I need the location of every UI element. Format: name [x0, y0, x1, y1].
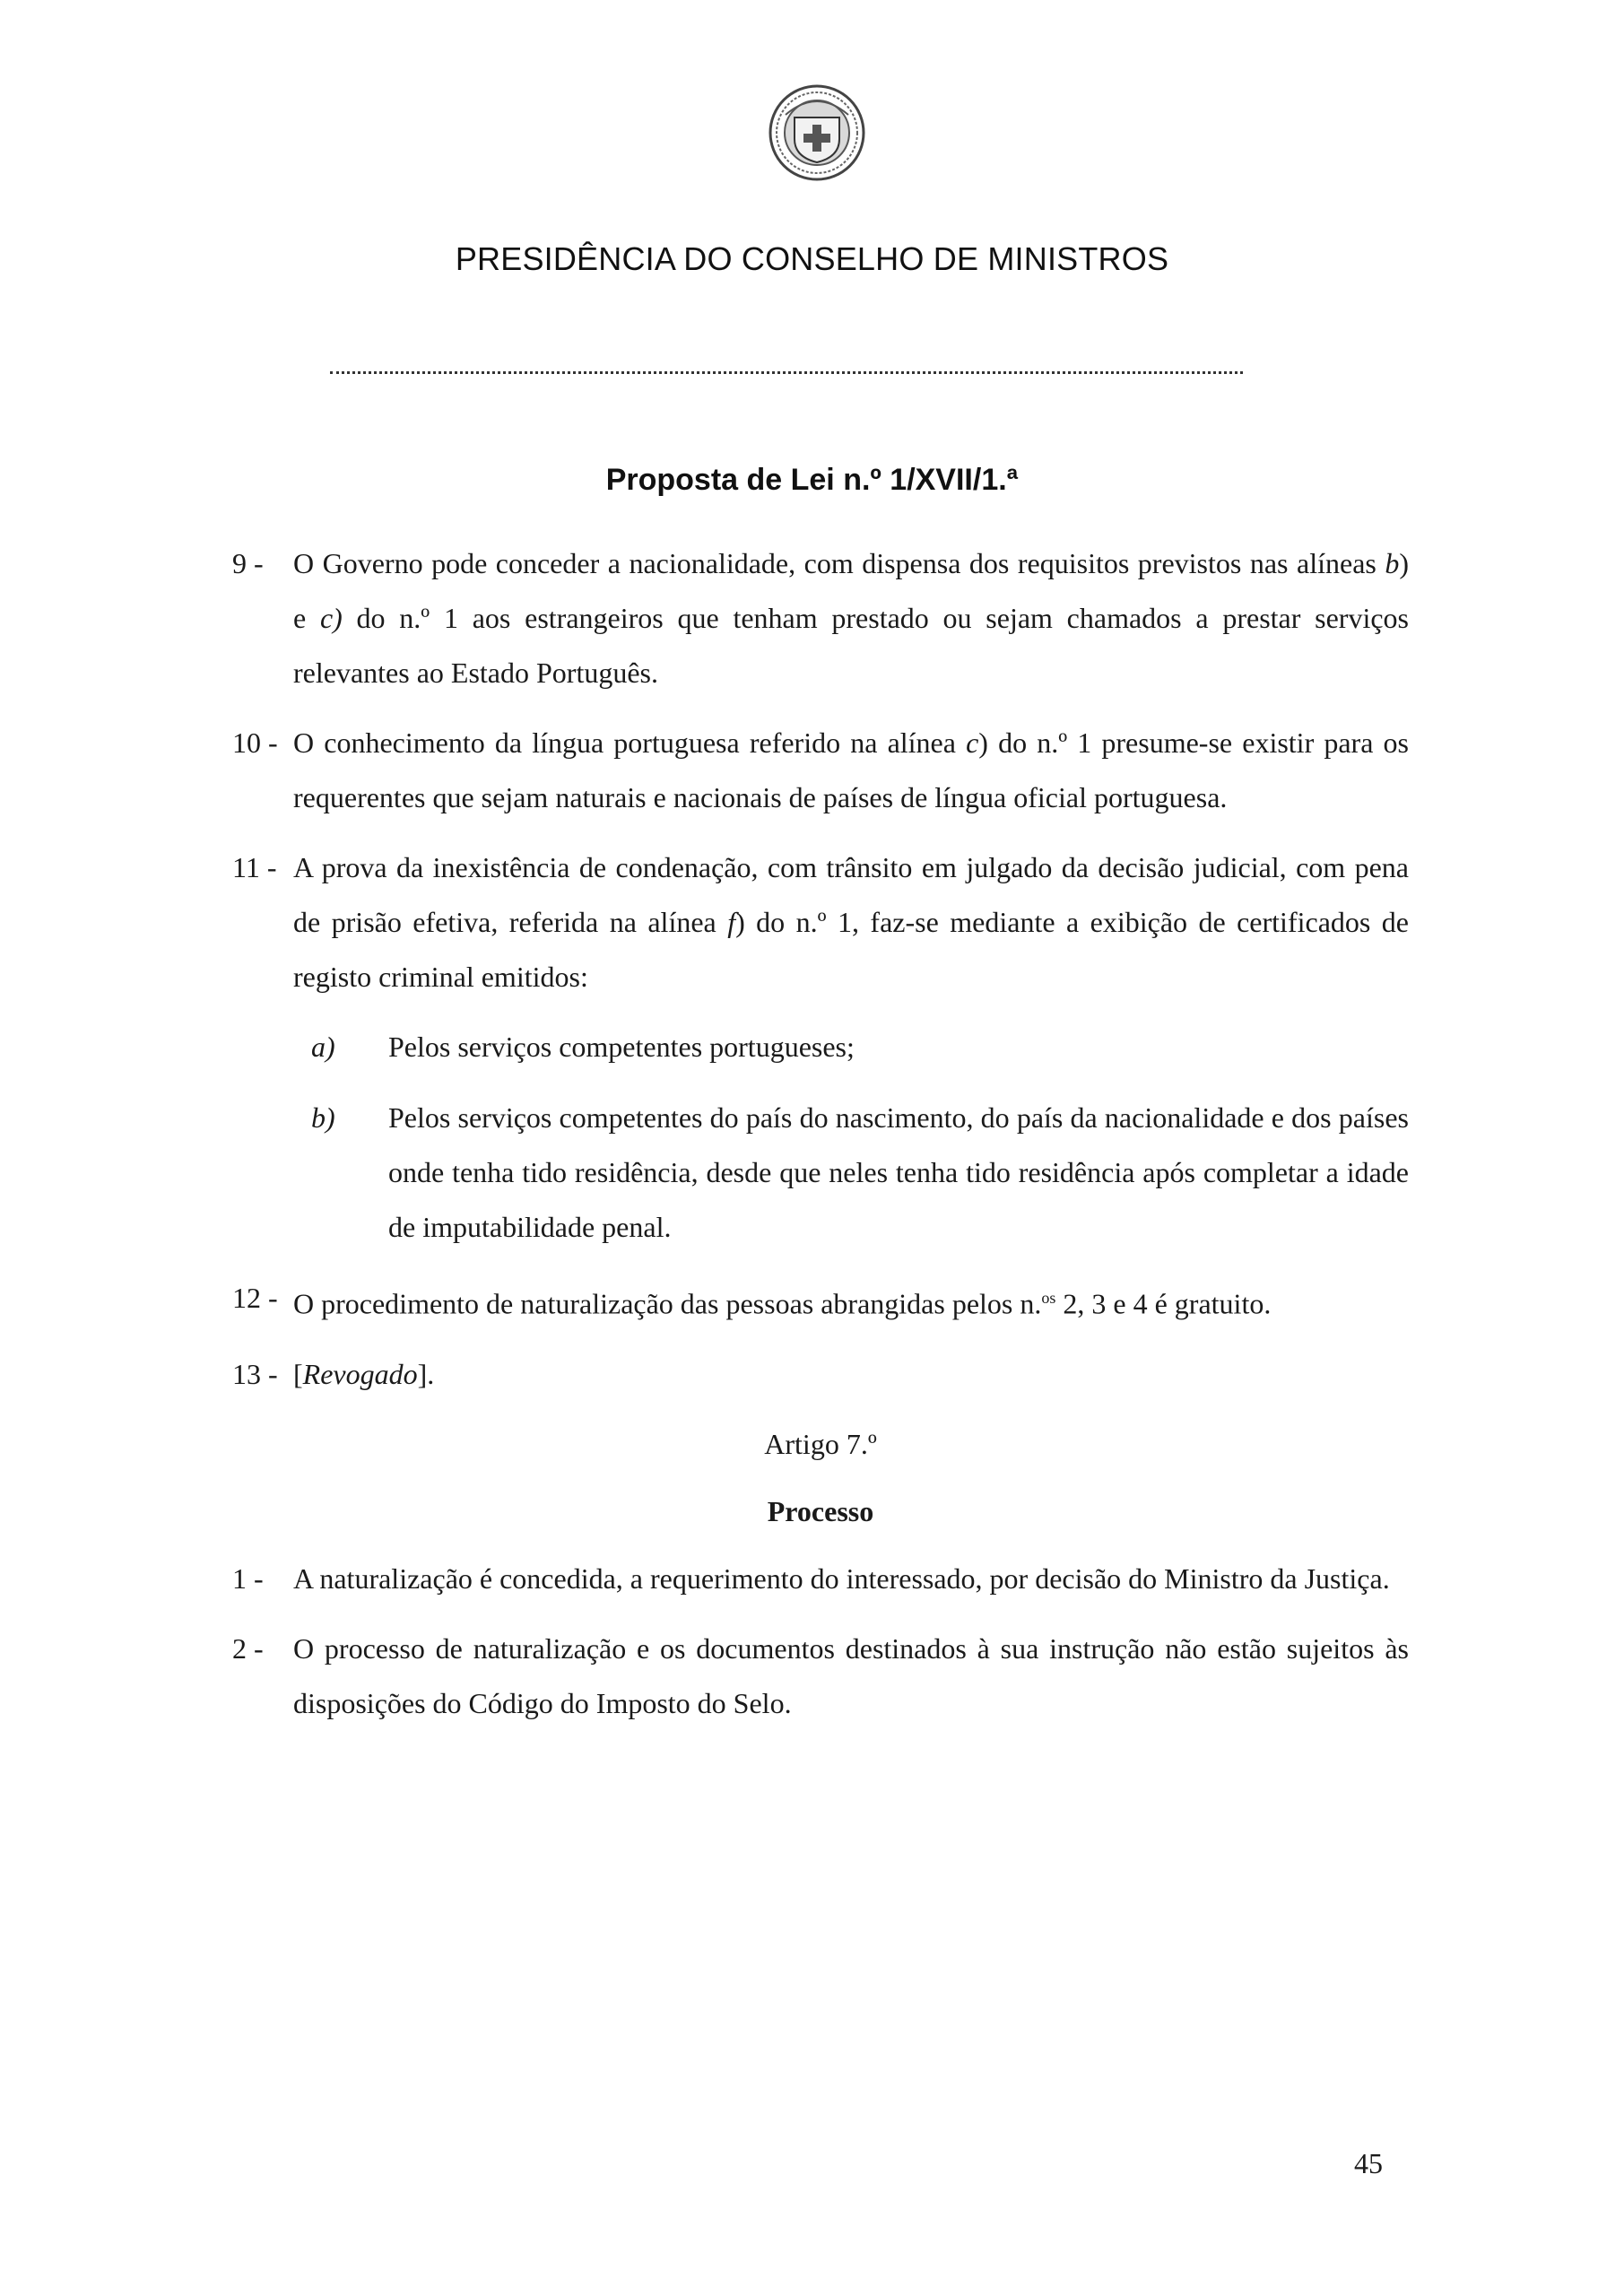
item-text: O Governo pode conceder a nacionalidade, com dispensa dos requisitos previstos nas alíneas b) e c) do n.º 1 aos estrangeiros que tenham prestado ou sejam chamados a prestar serviços relevantes ao Estado Português. [293, 547, 1410, 689]
ministry-header: PRESIDÊNCIA DO CONSELHO DE MINISTROS [455, 240, 1169, 277]
coat-of-arms-icon [768, 83, 866, 182]
subitem-letter: b) [311, 1101, 335, 1134]
item-number: 12 - [232, 1282, 278, 1314]
item-number: 11 - [232, 851, 277, 883]
article-item [232, 1552, 1409, 1606]
paragraphs-after [232, 1271, 1409, 1402]
paragraph-item [232, 716, 1409, 825]
dotted-divider [330, 371, 1243, 374]
item-number: 1 - [232, 1561, 264, 1595]
item-number: 9 - [232, 547, 264, 579]
item-number: 13 - [232, 1357, 278, 1390]
item-text: O procedimento de naturalização das pessoas abrangidas pelos n.$^{os}$ 2, 3 e 4 é gratuito. [293, 1287, 1272, 1320]
subitem [232, 1091, 1409, 1255]
item-text: A naturalização é concedida, a requerimento do interessado, por decisão do Ministro da Justiça. [293, 1561, 1390, 1595]
article-heading: Processo [767, 1494, 874, 1527]
paragraph-item [232, 1347, 1409, 1402]
item-text: O conhecimento da língua portuguesa referido na alínea c) do n.º 1 presume-se existir para os requerentes que sejam naturais e nacionais de países de língua oficial portuguesa. [293, 726, 1410, 813]
item-text: O processo de naturalização e os documentos destinados à sua instrução não estão sujeitos às disposições do Código do Imposto do Selo. [293, 1631, 1409, 1719]
paragraphs-before [232, 536, 1409, 1004]
item-number: 2 - [232, 1631, 264, 1665]
subitem [232, 1020, 1409, 1074]
document-title: Proposta de Lei n.º 1/XVII/1.ª [605, 463, 1019, 497]
item-text: [Revogado]. [293, 1357, 435, 1390]
document-body [232, 536, 1409, 1746]
subitem-text: Pelos serviços competentes do país do nascimento, do país da nacionalidade e dos países onde tenha tido residência, desde que neles tenha tido residência após completar a idade de imputabilidade penal. [388, 1101, 1409, 1243]
paragraph-item [232, 840, 1409, 1004]
subitem-text: Pelos serviços competentes portugueses; [388, 1031, 855, 1063]
item-text: A prova da inexistência de condenação, com trânsito em julgado da decisão judicial, com pena de prisão efetiva, referida na alínea f) do n.º 1, faz-se mediante a exibição de certificados de registo criminal emitidos: [293, 851, 1410, 993]
subitem-letter: a) [311, 1031, 335, 1063]
paragraph-item [232, 536, 1409, 700]
page-number: 45 [1354, 2147, 1383, 2179]
article-item [232, 1622, 1409, 1731]
paragraph-item [232, 1271, 1409, 1332]
article-items [232, 1552, 1409, 1731]
article-number: Artigo 7.º [764, 1427, 877, 1460]
item-number: 10 - [232, 726, 278, 759]
subitems-list [232, 1020, 1409, 1255]
